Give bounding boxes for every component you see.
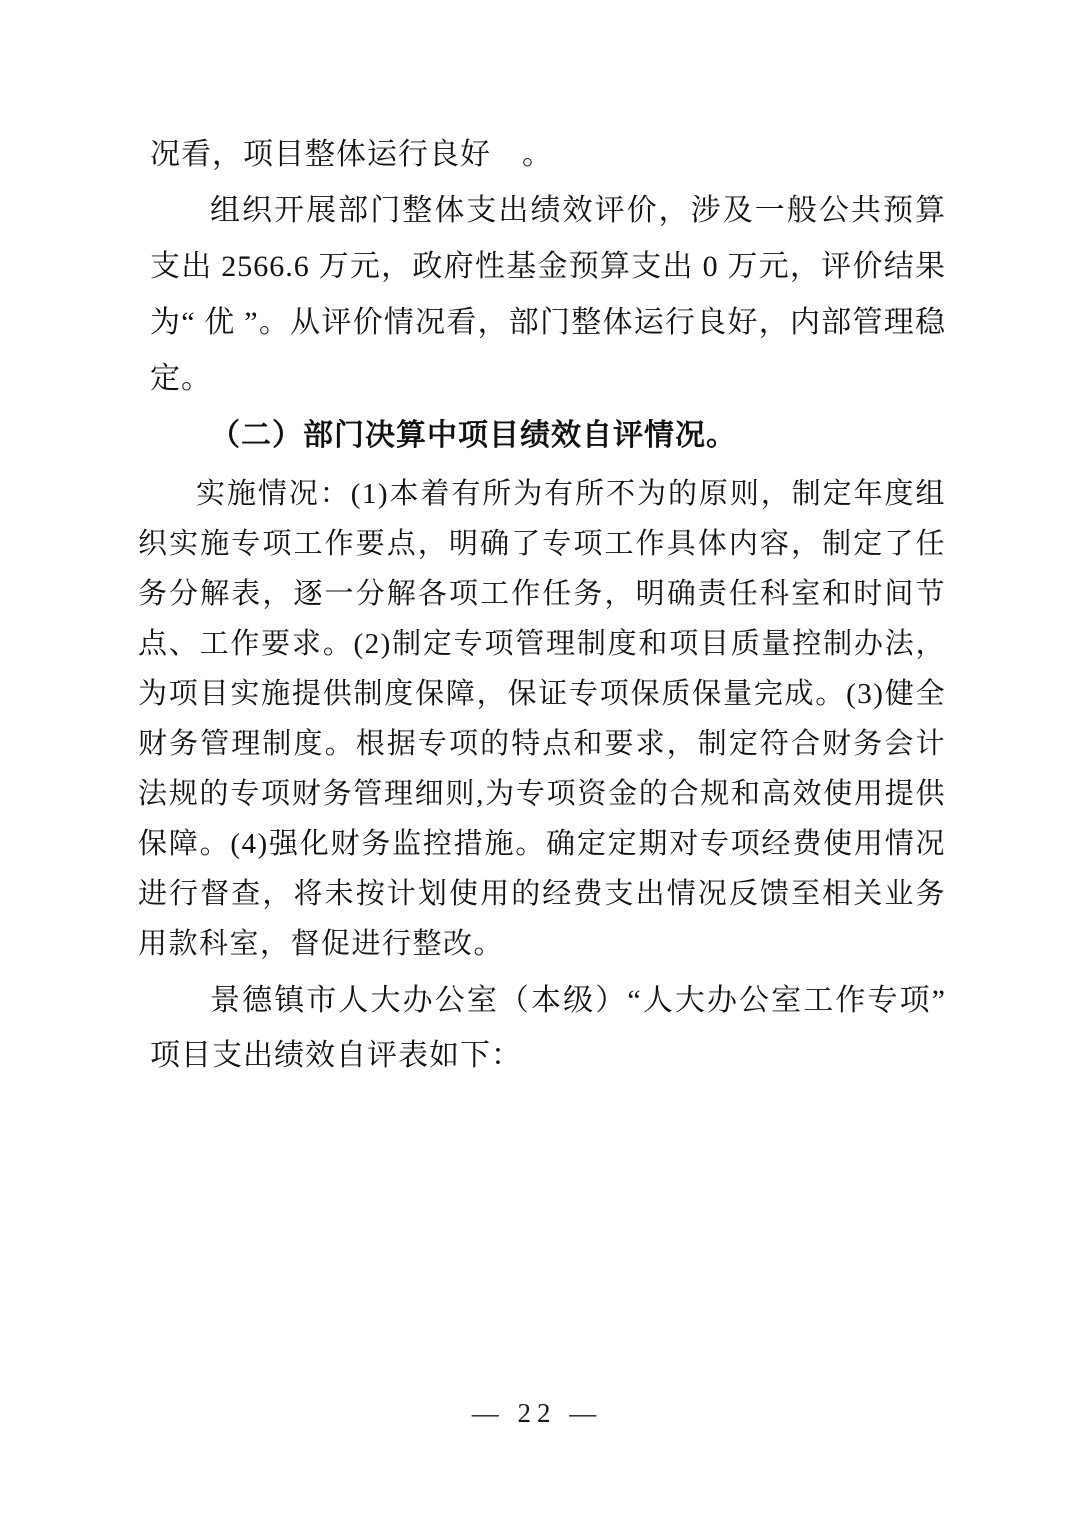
section-heading: （二）部门决算中项目绩效自评情况。 bbox=[210, 419, 737, 452]
paragraph-implementation: 实施情况：(1)本着有所为有所不为的原则，制定年度组织实施专项工作要点，明确了专项工作具体内容，制定了任务分解表，逐一分解各项工作任务，明确责任科室和时间节点、工作要求。(2)制定专项管理制度和项目质量控制办法，为项目实施提供制度保障，保证专项保质保量完成。(3)健全财务管理制度。根据专项的特点和要求，制定符合财务会计法规的专项财务管理细则,为专项资金的合规和高效使用提供保障。(4)强化财务监控措施。确定定期对专项经费使用情况进行督查，将未按计划使用的经费支出情况反馈至相关业务用款科室，督促进行整改。 bbox=[138, 478, 946, 960]
paragraph-table-intro: 景德镇市人大办公室（本级）“人大办公室工作专项”项目支出绩效自评表如下： bbox=[150, 984, 946, 1072]
page-number: — 22 — bbox=[471, 1398, 603, 1428]
paragraph-continuation: 况看，项目整体运行良好 。 bbox=[150, 138, 553, 171]
document-body bbox=[138, 127, 946, 1083]
page-footer bbox=[0, 1398, 1074, 1429]
paragraph-overall-evaluation: 组织开展部门整体支出绩效评价，涉及一般公共预算支出 2566.6 万元，政府性基金预算支出 0 万元，评价结果为“ 优 ”。从评价情况看，部门整体运行良好，内部管理稳定。 bbox=[150, 194, 946, 395]
